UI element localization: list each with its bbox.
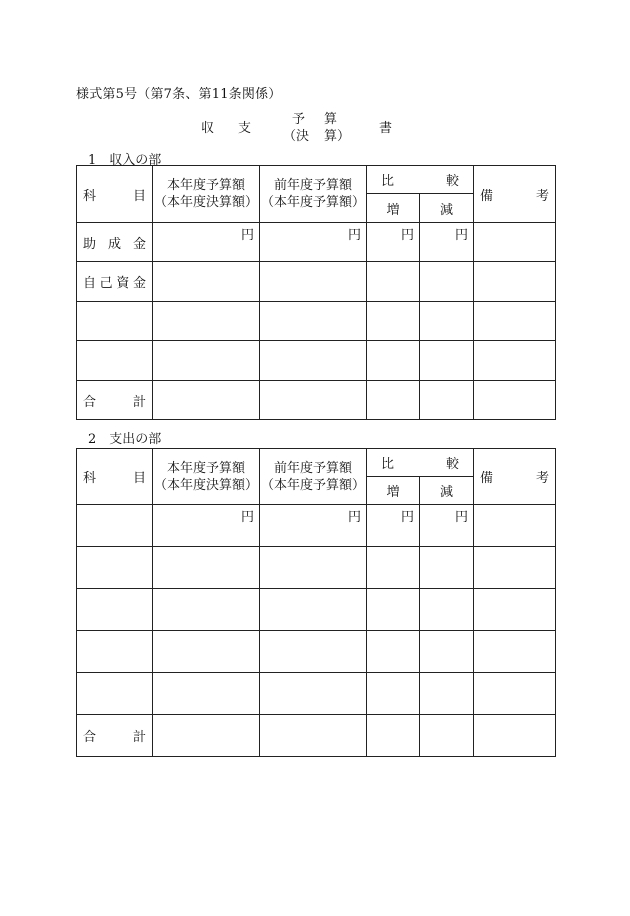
previous-amount-cell: [260, 589, 367, 631]
previous-amount-cell: [260, 302, 367, 341]
income-table: [76, 165, 556, 420]
decrease-cell: [420, 381, 474, 420]
title-yo: 予: [292, 112, 306, 127]
header-subject-char: 科: [83, 188, 97, 204]
header-remarks-char: 備: [480, 188, 494, 204]
increase-cell: [367, 547, 420, 589]
income-section-heading: 1 収入の部: [88, 153, 162, 168]
header-current-line2: （本年度決算額）: [153, 195, 258, 210]
yen-unit: 円: [454, 510, 468, 525]
current-amount-cell: [153, 589, 260, 631]
subject-cell: [77, 262, 153, 302]
yen-unit: 円: [347, 228, 361, 243]
remarks-cell: [474, 302, 556, 341]
header-subject-char: 目: [132, 188, 146, 204]
previous-amount-cell: [260, 505, 367, 547]
increase-cell: [367, 631, 420, 673]
increase-cell: [367, 589, 420, 631]
increase-cell: [367, 262, 420, 302]
table-row: [77, 631, 556, 673]
header-previous-line1: 前年度予算額: [273, 178, 352, 193]
remarks-cell: [474, 381, 556, 420]
title-shu: 収: [201, 121, 215, 136]
subject-text: [77, 233, 152, 252]
yen-unit: 円: [454, 228, 468, 243]
table-row: [77, 381, 556, 420]
header-subject-char: 科: [83, 471, 97, 486]
header-subject-char: 目: [132, 471, 146, 486]
header-decrease: 減: [420, 194, 474, 223]
header-increase: 増: [367, 477, 420, 505]
header-current-line1: 本年度予算額: [166, 460, 245, 476]
increase-cell: [367, 673, 420, 715]
header-previous-line2: （本年度予算額）: [260, 477, 365, 493]
subject-text: [77, 726, 152, 745]
current-amount-cell: [153, 631, 260, 673]
yen-unit: 円: [240, 228, 254, 243]
subject-char: 金: [132, 236, 146, 252]
header-previous-budget: [260, 449, 367, 505]
current-amount-cell: [153, 302, 260, 341]
header-compare-char: 較: [445, 457, 459, 472]
table-row: [77, 223, 556, 262]
current-amount-cell: [153, 547, 260, 589]
header-current-budget: [153, 166, 260, 223]
header-compare-char: 較: [445, 174, 459, 189]
subject-cell: [77, 547, 153, 589]
table-row: [77, 341, 556, 381]
previous-amount-cell: [260, 223, 367, 262]
header-previous-line1: 前年度予算額: [273, 460, 352, 476]
title-ketsu: （決: [283, 129, 310, 144]
subject-char: 己: [99, 276, 113, 291]
previous-amount-cell: [260, 381, 367, 420]
table-row: [77, 505, 556, 547]
expense-table: [76, 448, 556, 757]
previous-amount-cell: [260, 547, 367, 589]
subject-cell: [77, 302, 153, 341]
expense-section-heading: 2 支出の部: [88, 432, 162, 447]
title-san-closing: 算）: [324, 129, 351, 144]
header-current-line2: （本年度決算額）: [153, 477, 258, 493]
increase-cell: [367, 715, 420, 757]
increase-cell: [367, 505, 420, 547]
remarks-cell: [474, 262, 556, 302]
subject-char: 合: [83, 394, 97, 410]
increase-cell: [367, 223, 420, 262]
subject-cell: [77, 381, 153, 420]
header-remarks: [474, 166, 556, 223]
decrease-cell: [420, 715, 474, 757]
header-decrease: 減: [420, 477, 474, 505]
previous-amount-cell: [260, 673, 367, 715]
previous-amount-cell: [260, 631, 367, 673]
header-subject: [77, 166, 153, 223]
subject-char: 自: [83, 276, 97, 291]
subject-cell: [77, 673, 153, 715]
header-compare-char: 比: [381, 457, 395, 472]
header-current-line1: 本年度予算額: [166, 178, 245, 193]
remarks-cell: [474, 341, 556, 381]
decrease-cell: [420, 547, 474, 589]
form-label: 様式第5号（第7条、第11条関係）: [76, 87, 282, 102]
title-san: 算: [324, 112, 338, 127]
table-row: [77, 673, 556, 715]
increase-cell: [367, 341, 420, 381]
current-amount-cell: [153, 341, 260, 381]
increase-cell: [367, 302, 420, 341]
previous-amount-cell: [260, 715, 367, 757]
remarks-cell: [474, 505, 556, 547]
subject-cell: [77, 341, 153, 381]
subject-char: 金: [132, 276, 146, 291]
previous-amount-cell: [260, 341, 367, 381]
title-sho: 書: [379, 121, 393, 136]
current-amount-cell: [153, 715, 260, 757]
subject-char: 合: [83, 730, 97, 745]
current-amount-cell: [153, 262, 260, 302]
decrease-cell: [420, 302, 474, 341]
remarks-cell: [474, 715, 556, 757]
remarks-cell: [474, 223, 556, 262]
header-remarks: [474, 449, 556, 505]
subject-char: 助: [83, 236, 97, 252]
current-amount-cell: [153, 223, 260, 262]
current-amount-cell: [153, 673, 260, 715]
table-row: [77, 302, 556, 341]
header-previous-budget: [260, 166, 367, 223]
subject-text: [77, 272, 152, 291]
current-amount-cell: [153, 381, 260, 420]
table-row: [77, 589, 556, 631]
header-remarks-char: 考: [535, 471, 549, 486]
header-current-budget: [153, 449, 260, 505]
yen-unit: 円: [400, 228, 414, 243]
previous-amount-cell: [260, 262, 367, 302]
yen-unit: 円: [347, 510, 361, 525]
decrease-cell: [420, 673, 474, 715]
header-compare: [367, 166, 474, 194]
header-increase: 増: [367, 194, 420, 223]
subject-char: 資: [116, 276, 130, 291]
yen-unit: 円: [400, 510, 414, 525]
subject-char: 成: [107, 236, 121, 252]
header-compare-char: 比: [381, 174, 395, 189]
decrease-cell: [420, 505, 474, 547]
subject-cell: [77, 505, 153, 547]
header-remarks-char: 考: [535, 188, 549, 204]
decrease-cell: [420, 589, 474, 631]
header-remarks-char: 備: [480, 471, 494, 486]
subject-cell: [77, 631, 153, 673]
remarks-cell: [474, 547, 556, 589]
header-subject: [77, 449, 153, 505]
table-row: [77, 547, 556, 589]
current-amount-cell: [153, 505, 260, 547]
decrease-cell: [420, 631, 474, 673]
subject-cell: [77, 715, 153, 757]
subject-char: 計: [132, 730, 146, 745]
header-previous-line2: （本年度予算額）: [260, 195, 365, 210]
remarks-cell: [474, 631, 556, 673]
table-row: [77, 262, 556, 302]
subject-char: 計: [132, 394, 146, 410]
yen-unit: 円: [240, 510, 254, 525]
decrease-cell: [420, 262, 474, 302]
table-row: [77, 715, 556, 757]
remarks-cell: [474, 589, 556, 631]
subject-text: [77, 391, 152, 410]
title-shi: 支: [238, 121, 252, 136]
remarks-cell: [474, 673, 556, 715]
increase-cell: [367, 381, 420, 420]
header-compare: [367, 449, 474, 477]
subject-cell: [77, 223, 153, 262]
subject-cell: [77, 589, 153, 631]
decrease-cell: [420, 341, 474, 381]
decrease-cell: [420, 223, 474, 262]
